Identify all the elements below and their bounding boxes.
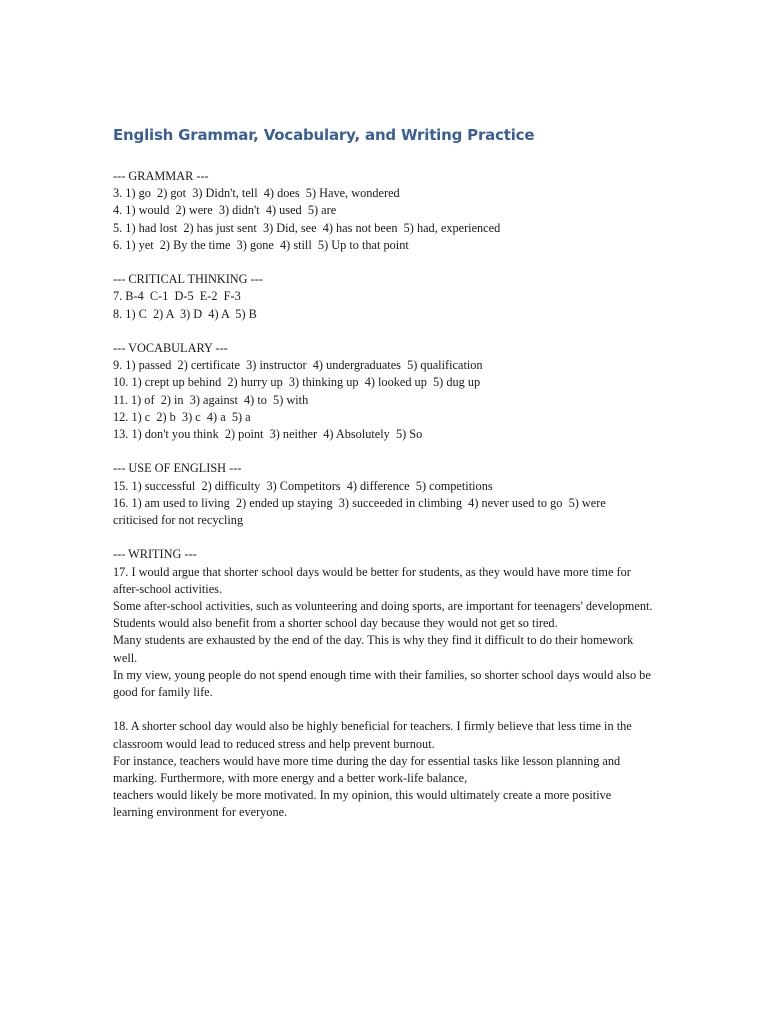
section-heading: --- VOCABULARY --- <box>113 341 228 355</box>
document-body <box>113 168 653 822</box>
answer-line: 7. B-4 C-1 D-5 E-2 F-3 <box>113 289 241 304</box>
writing-paragraph: For instance, teachers would have more time during the day for essential tasks like lesson planning and marking. Furthermore, with more energy and a better work-life balance, <box>113 753 624 786</box>
document-page <box>113 124 653 839</box>
section-heading: --- CRITICAL THINKING --- <box>113 272 263 287</box>
answer-line: 16. 1) am used to living 2) ended up staying 3) succeeded in climbing 4) never used to go 5) were criticised for not recycling <box>113 495 609 528</box>
writing-paragraph: teachers would likely be more motivated. In my opinion, this would ultimately create a more positive learning environment for everyone. <box>113 788 615 820</box>
answer-line: 3. 1) go 2) got 3) Didn't, tell 4) does 5) Have, wondered <box>113 186 400 201</box>
writing-paragraph: 18. A shorter school day would also be highly beneficial for teachers. I firmly believe that less time in the classroom would lead to reduced stress and help prevent burnout. <box>113 719 635 751</box>
section-grammar <box>113 168 653 254</box>
writing-paragraph: In my view, young people do not spend enough time with their families, so shorter school days would also be good for family life. <box>113 667 654 700</box>
answer-line: 13. 1) don't you think 2) point 3) neither 4) Absolutely 5) So <box>113 427 423 442</box>
section-use-of-english <box>113 460 653 529</box>
answer-line: 4. 1) would 2) were 3) didn't 4) used 5) are <box>113 203 337 218</box>
section-vocabulary <box>113 340 653 443</box>
section-heading: --- WRITING --- <box>113 547 197 562</box>
writing-paragraph: Students would also benefit from a shorter school day because they would not get so tired. <box>113 616 558 631</box>
answer-line: 11. 1) of 2) in 3) against 4) to 5) with <box>113 392 309 407</box>
answer-line: 6. 1) yet 2) By the time 3) gone 4) still 5) Up to that point <box>113 237 409 252</box>
section-writing <box>113 546 653 701</box>
answer-line: 10. 1) crept up behind 2) hurry up 3) thinking up 4) looked up 5) dug up <box>113 375 481 390</box>
section-critical-thinking <box>113 271 653 323</box>
section-writing-task-18 <box>113 718 653 821</box>
answer-line: 5. 1) had lost 2) has just sent 3) Did, see 4) has not been 5) had, experienced <box>113 220 501 235</box>
writing-paragraph: Many students are exhausted by the end of the day. This is why they find it difficult to do their homework well. <box>113 633 637 665</box>
answer-line: 8. 1) C 2) A 3) D 4) A 5) B <box>113 306 257 321</box>
writing-paragraph: Some after-school activities, such as volunteering and doing sports, are important for teenagers' development. <box>113 599 653 614</box>
answer-line: 9. 1) passed 2) certificate 3) instructor 4) undergraduates 5) qualification <box>113 358 483 373</box>
document-title: English Grammar, Vocabulary, and Writing Practice <box>113 126 535 144</box>
writing-paragraph: 17. I would argue that shorter school days would be better for students, as they would have more time for after-school activities. <box>113 564 634 596</box>
answer-line: 15. 1) successful 2) difficulty 3) Competitors 4) difference 5) competitions <box>113 478 493 493</box>
section-heading: --- USE OF ENGLISH --- <box>113 461 242 476</box>
answer-line: 12. 1) c 2) b 3) c 4) a 5) a <box>113 409 251 424</box>
section-heading: --- GRAMMAR --- <box>113 169 209 183</box>
